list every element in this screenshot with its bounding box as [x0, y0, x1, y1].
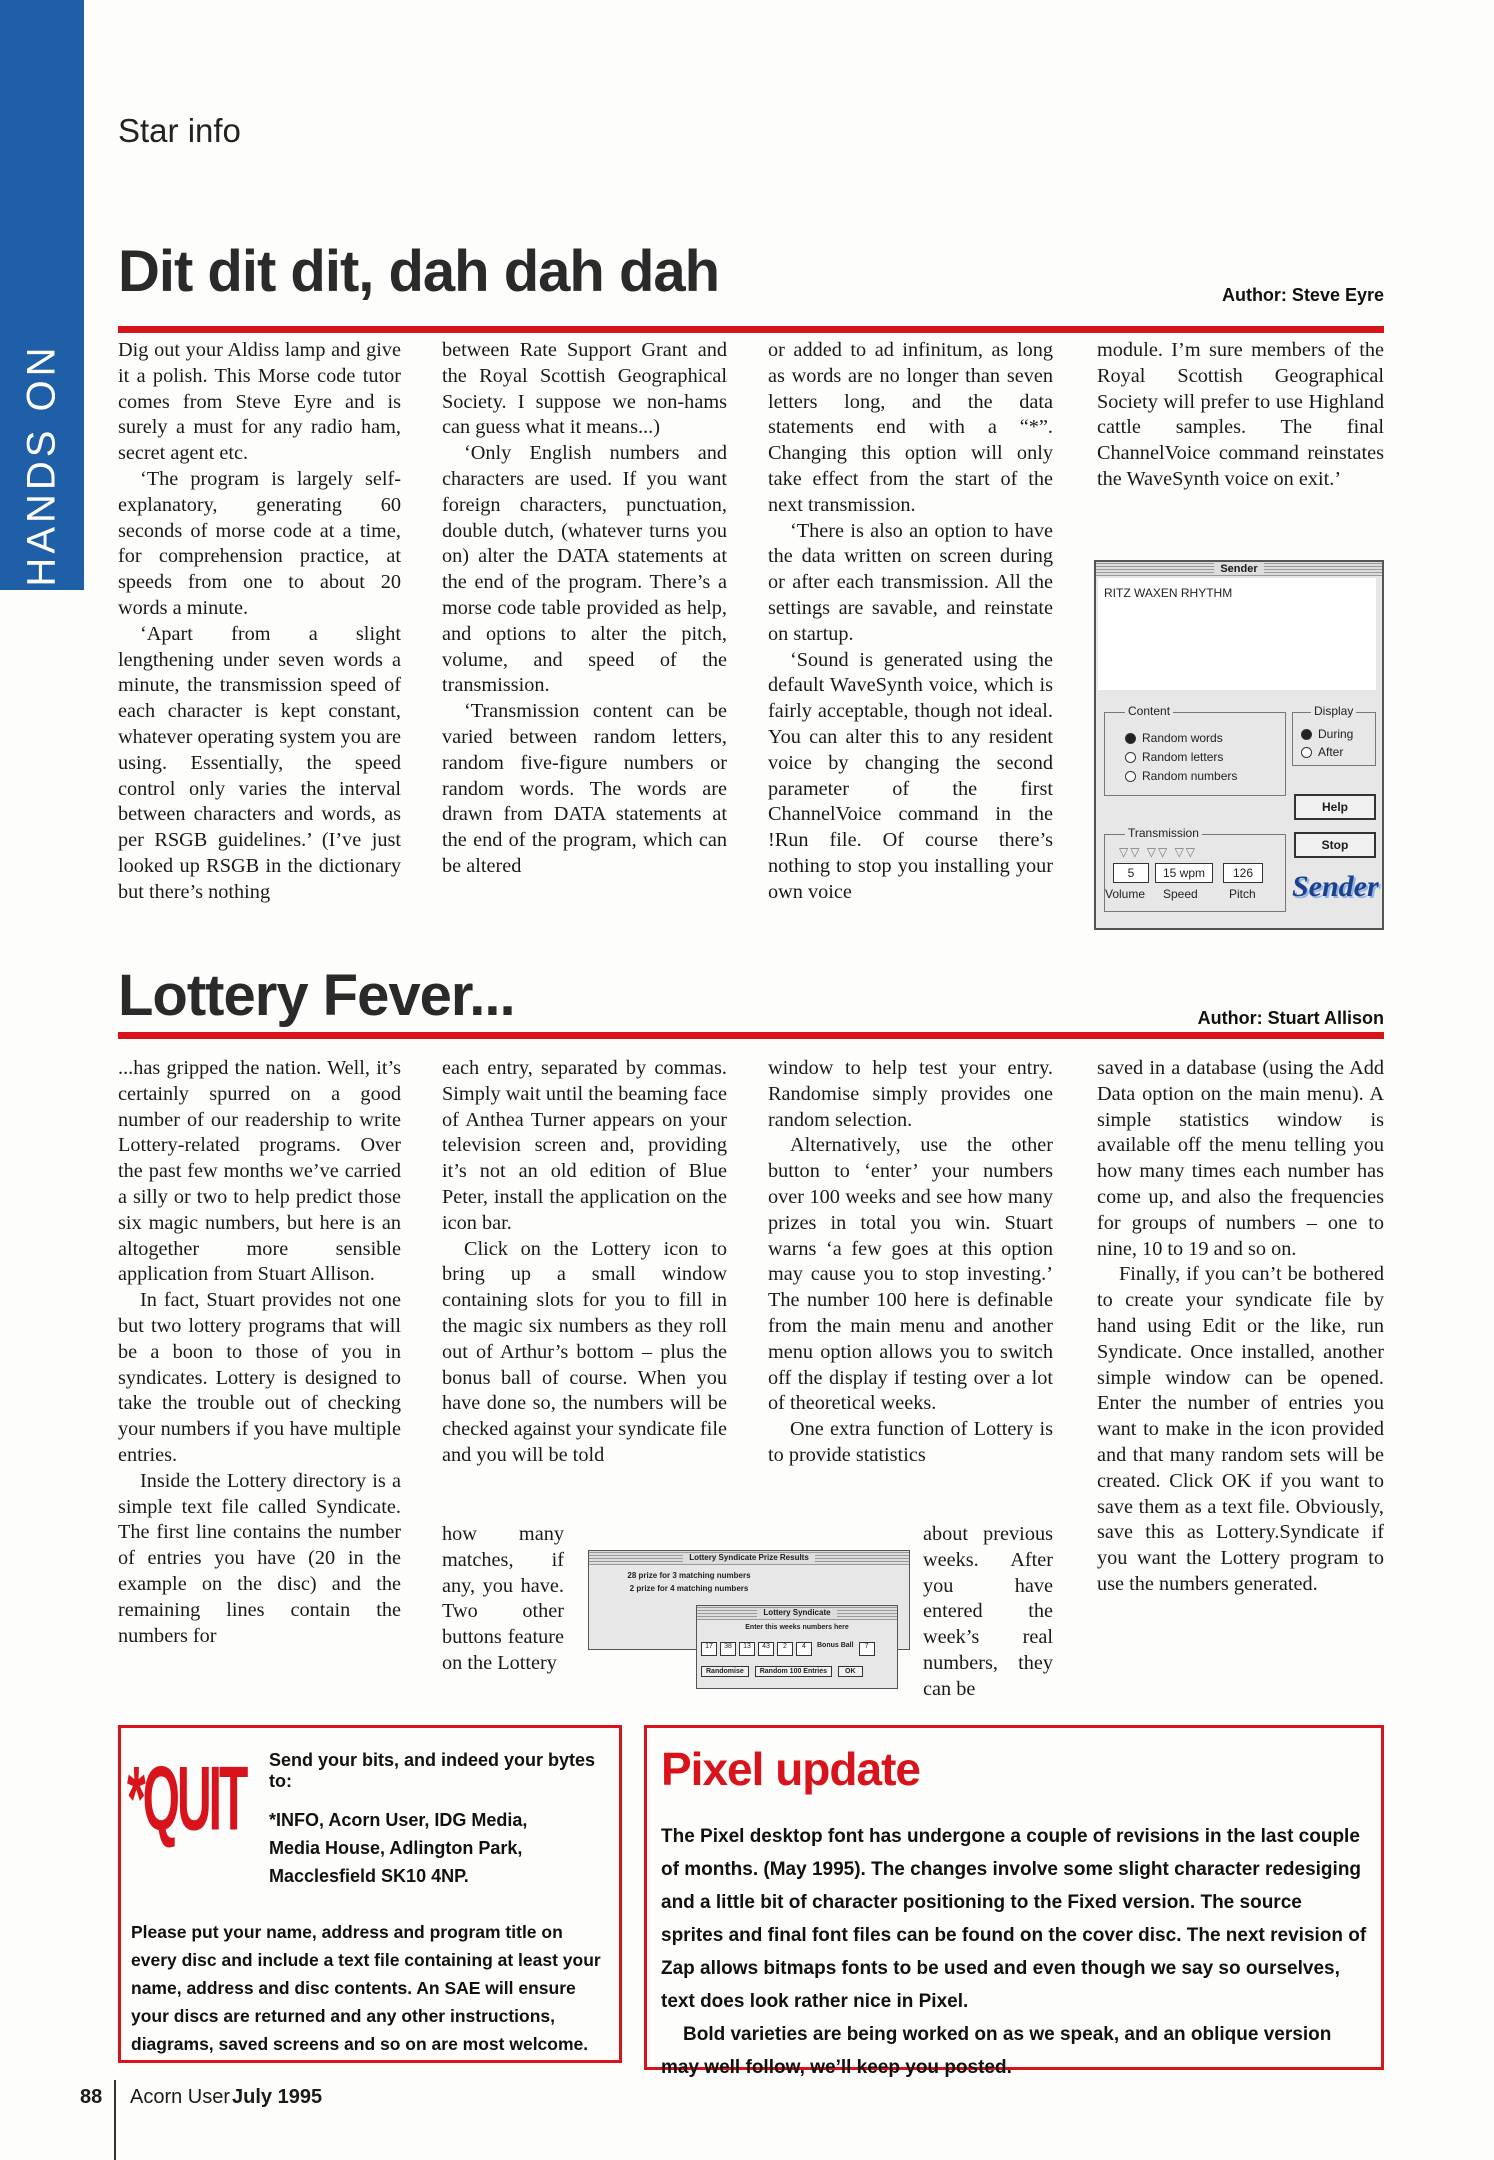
radio-during[interactable]: During	[1301, 727, 1353, 741]
ok-button[interactable]: OK	[838, 1666, 863, 1677]
radio-random-numbers[interactable]: Random numbers	[1125, 769, 1237, 783]
help-button[interactable]: Help	[1294, 794, 1376, 820]
sidebar-label: HANDS ON	[19, 343, 64, 587]
quit-address: *INFO, Acorn User, IDG Media, Media House, Adlington Park, Macclesfield SK10 4NP.	[269, 1810, 528, 1886]
article1-column-2: between Rate Support Grant and the Royal Scottish Geographical Society. I suppose we non-hams can guess what it means...) ‘Only English numbers and characters are used. If you want foreign characters, punctuation, double dutch, (whatever turns you on) alter the DATA statements at the end of the program. There’s a morse code table provided as help, and options to alter the pitch, volume, and speed of the transmission. ‘Transmission content can be varied between random letters, random five-figure numbers or random words. The words are drawn from DATA statements at the end of the program, which can be altered	[442, 339, 727, 877]
bonus-ball-field[interactable]: 7	[859, 1642, 875, 1656]
article2-column-2: each entry, separated by commas. Simply wait until the beaming face of Anthea Turner appears on your television screen and, providing it’s not an old edition of Blue Peter, install the application on the icon bar. Click on the Lottery icon to bring up a small window containing slots for you to fill in the magic six numbers as they roll out of Arthur’s bottom – plus the bonus ball of course. When you have done so, the numbers will be checked against your syndicate file and you will be told	[442, 1057, 727, 1466]
quit-body: Please put your name, address and program title on every disc and include a text file containing at least your name, address and disc contents. An SAE will ensure your discs are returned and any other instructions, diagrams, saved screens and so on are most welcome.	[131, 1922, 601, 2054]
content-group: Content Random words Random letters Random numbers	[1104, 712, 1286, 796]
article2-column-4: saved in a database (using the Add Data option on the main menu). A simple statistics window is available off the menu telling you how many times each number has come up, and also the frequencies for groups of numbers – one to nine, 10 to 19 and so on. Finally, if you can’t be bothered to create your syndicate file by hand using Edit or the like, run Syndicate. Once installed, another simple window can be opened. Enter the number of entries you want to make in the icon provided and that many random sets will be created. Click OK if you want to save them as a text file. Obviously, save this as Lottery.Syndicate if you want the Lottery program to use the numbers generated.	[1097, 1057, 1384, 1595]
article1-title: Dit dit dit, dah dah dah	[118, 239, 720, 304]
article1-column-3: or added to ad infinitum, as long as words are no longer than seven letters long, and the data statements end with a “*”. Changing this option will only take effect from the start of the next transmission. ‘There is also an option to have the data written on screen during or after each transmission. All the settings are savable, and reinstate on startup. ‘Sound is generated using the default WaveSynth voice, which is fairly acceptable, though not ideal. You can alter this to any resident voice by changing the second parameter of the first ChannelVoice command in the !Run file. Of course there’s nothing to stop you installing your own voice	[768, 339, 1053, 903]
radio-random-words[interactable]: Random words	[1125, 731, 1223, 745]
pixel-update-body: The Pixel desktop font has undergone a couple of revisions in the last couple of months. (May 1995). The changes involve some slight character redesiging and a little bit of character positioning to the Fixed version. The source sprites and final font files can be found on the cover disc. The next revision of Zap allows bitmaps fonts to be used and even though we say so ourselves, text does look rather nice in Pixel. Bold varieties are being worked on as we speak, and an oblique version may well follow, we’ll keep you posted.	[661, 1826, 1367, 2078]
speed-field[interactable]: 15 wpm	[1155, 863, 1213, 883]
article2-column-2-wrap: how many matches, if any, you have. Two other buttons feature on the Lottery	[442, 1523, 564, 1674]
article2-column-3-wrap: about previous weeks. After you have entered the week’s real numbers, they can be	[923, 1523, 1053, 1700]
article2-title: Lottery Fever...	[118, 963, 515, 1028]
randomise-button[interactable]: Randomise	[701, 1666, 749, 1677]
volume-label: Volume	[1105, 887, 1146, 901]
pitch-label: Pitch	[1229, 887, 1256, 901]
results-line-2: 2 prize for 4 matching numbers	[629, 1584, 749, 1593]
article1-column-4: module. I’m sure members of the Royal Scottish Geographical Society will prefer to use Highland cattle samples. The final ChannelVoice command reinstates the WaveSynth voice on exit.’	[1097, 339, 1384, 490]
bonus-ball-label: Bonus Ball	[817, 1642, 854, 1649]
sender-window-screenshot	[1094, 560, 1384, 930]
number-field[interactable]: 13	[739, 1642, 755, 1656]
pitch-field[interactable]: 126	[1223, 863, 1263, 883]
radio-random-letters[interactable]: Random letters	[1125, 750, 1223, 764]
article1-column-1: Dig out your Aldiss lamp and give it a polish. This Morse code tutor comes from Steve Eyre and is surely a must for any radio ham, secret agent etc. ‘The program is largely self-explanatory, generating 60 seconds of morse code at a time, for comprehension practice, at speeds from one to about 20 words a minute. ‘Apart from a slight lengthening under seven words a minute, the transmission speed of each character is kept constant, whatever operating system you are using. Essentially, the speed control only varies the interval between characters and words, as per RSGB guidelines.’ (I’ve just looked up RSGB in the dictionary but there’s nothing	[118, 339, 401, 903]
entry-prompt: Enter this weeks numbers here	[745, 1624, 849, 1631]
page-number: 88	[80, 2086, 103, 2108]
number-field[interactable]: 43	[758, 1642, 774, 1656]
speed-label: Speed	[1163, 887, 1198, 901]
article2-column-3: window to help test your entry. Randomise simply provides one random selection. Alternatively, use the other button to ‘enter’ your numbers over 100 weeks and see how many prizes in total you win. Stuart warns ‘a few goes at this option may cause you to stop investing.’ The number 100 here is definable from the main menu and another menu option allows you to switch off the display if testing over a lot of theoretical weeks. One extra function of Lottery is to provide statistics	[768, 1057, 1053, 1466]
article2-rule	[118, 1032, 1384, 1039]
radio-after[interactable]: After	[1301, 745, 1343, 759]
hands-on-sidebar	[0, 0, 84, 590]
quit-box	[118, 1725, 622, 2063]
display-group: Display During After	[1292, 712, 1376, 766]
number-field[interactable]: 4	[796, 1642, 812, 1656]
pixel-update-box	[644, 1725, 1384, 2078]
lottery-syndicate-window: Lottery Syndicate Enter this weeks numbers here 17 38 13 43 2 4 Bonus Ball 7 Randomise Random 100 Entries OK	[696, 1605, 898, 1689]
article2-column-1: ...has gripped the nation. Well, it’s certainly spurred on a good number of our readership to write Lottery-related programs. Over the past few months we’ve carried a silly or two to help predict those six magic numbers, but here is an altogether more sensible application from Stuart Allison. In fact, Stuart provides not one but two lottery programs that will be a boon to those of you in syndicates. Lottery is designed to take the trouble out of checking your numbers if you have multiple entries. Inside the Lottery directory is a simple text file called Syndicate. The first line contains the number of entries you have (20 in the example on the disc) and the remaining lines contain the numbers for	[118, 1057, 401, 1647]
number-field[interactable]: 38	[720, 1642, 736, 1656]
results-line-1: 28 prize for 3 matching numbers	[627, 1571, 751, 1580]
sender-logo: Sender	[1292, 870, 1379, 903]
footer-divider	[114, 2080, 116, 2160]
pixel-update-title: Pixel update	[661, 1743, 920, 1795]
footer-magazine: Acorn User	[130, 2086, 231, 2108]
article2-author: Author: Stuart Allison	[1197, 1008, 1384, 1028]
stop-button[interactable]: Stop	[1294, 832, 1376, 858]
footer-issue: July 1995	[232, 2086, 323, 2108]
sender-window-title: Sender	[1214, 563, 1263, 575]
article1-rule	[118, 326, 1384, 333]
article1-author: Author: Steve Eyre	[1221, 285, 1384, 305]
prize-results-window: Lottery Syndicate Prize Results 28 prize for 3 matching numbers 2 prize for 4 matching numbers	[588, 1550, 910, 1650]
volume-field[interactable]: 5	[1113, 863, 1149, 883]
transmission-group: Transmission ▽▽ ▽▽ ▽▽ 5 15 wpm 126 Volume Speed Pitch	[1104, 834, 1286, 912]
quit-heading: Send your bits, and indeed your bytes to:	[269, 1750, 596, 1791]
random-100-entries-button[interactable]: Random 100 Entries	[755, 1666, 832, 1677]
sender-text-area: RITZ WAXEN RHYTHM	[1098, 578, 1376, 690]
section-label: Star info	[118, 112, 241, 149]
number-field[interactable]: 2	[777, 1642, 793, 1656]
quit-logo: *QUIT	[127, 1749, 246, 1851]
number-field[interactable]: 17	[701, 1642, 717, 1656]
